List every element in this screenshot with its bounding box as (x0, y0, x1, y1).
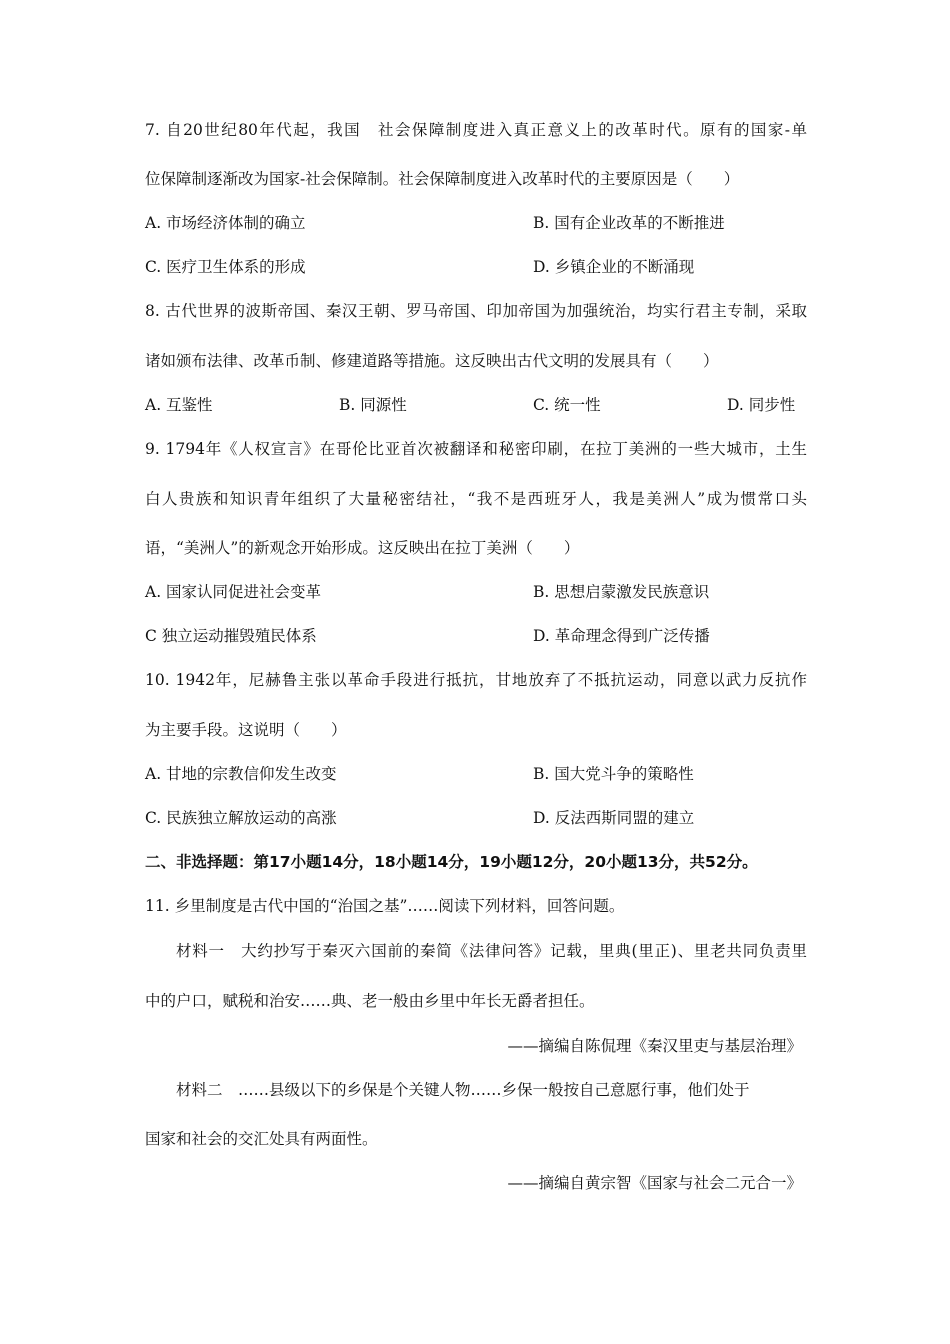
q10-option-a: A. 甘地的宗教信仰发生改变 (145, 765, 337, 783)
q8-option-d: D. 同步性 (727, 396, 796, 414)
q8-option-b: B. 同源性 (339, 396, 407, 414)
section-2-heading: 二、非选择题：第17小题14分，18小题14分，19小题12分，20小题13分，共52分。 (145, 853, 758, 871)
q8-stem-line-1: 8. 古代世界的波斯帝国、秦汉王朝、罗马帝国、印加帝国为加强统治，均实行君主专制，采取 (145, 302, 807, 320)
q10-option-b: B. 国大党斗争的策略性 (533, 765, 694, 783)
q10-option-c: C. 民族独立解放运动的高涨 (145, 809, 337, 827)
q7-option-d: D. 乡镇企业的不断涌现 (533, 258, 695, 276)
q11-material-2-line-2: 国家和社会的交汇处具有两面性。 (145, 1130, 378, 1148)
q11-material-1-source: ——摘编自陈侃理《秦汉里吏与基层治理》 (507, 1037, 802, 1055)
q11-material-1-line-2: 中的户口，赋税和治安……典、老一般由乡里中年长无爵者担任。 (145, 992, 595, 1010)
q8-option-c: C. 统一性 (533, 396, 601, 414)
q7-option-a: A. 市场经济体制的确立 (145, 214, 306, 232)
q9-option-d: D. 革命理念得到广泛传播 (533, 627, 710, 645)
q11-material-2-source: ——摘编自黄宗智《国家与社会二元合一》 (507, 1174, 802, 1192)
q9-stem-line-3: 语，“美洲人”的新观念开始形成。这反映出在拉丁美洲（ ） (145, 539, 580, 557)
q9-option-c: C 独立运动摧毁殖民体系 (145, 627, 317, 645)
q11-material-1-line-1: 材料一 大约抄写于秦灭六国前的秦简《法律问答》记载，里典(里正)、里老共同负责里 (176, 942, 807, 960)
q8-stem-line-2: 诸如颁布法律、改革币制、修建道路等措施。这反映出古代文明的发展具有（ ） (145, 352, 719, 370)
q9-stem-line-1: 9. 1794年《人权宣言》在哥伦比亚首次被翻译和秘密印刷，在拉丁美洲的一些大城市，土生 (145, 440, 807, 458)
q10-stem-line-1: 10. 1942年，尼赫鲁主张以革命手段进行抵抗，甘地放弃了不抵抗运动，同意以武力反抗作 (145, 671, 807, 689)
q7-option-c: C. 医疗卫生体系的形成 (145, 258, 306, 276)
q11-material-2-line-1: 材料二 ……县级以下的乡保是个关键人物……乡保一般按自己意愿行事，他们处于 (176, 1081, 750, 1099)
q7-option-b: B. 国有企业改革的不断推进 (533, 214, 725, 232)
q7-stem-line-1: 7. 自20世纪80年代起，我国 社会保障制度进入真正意义上的改革时代。原有的国家-单 (145, 121, 807, 139)
q10-option-d: D. 反法西斯同盟的建立 (533, 809, 695, 827)
q9-option-b: B. 思想启蒙激发民族意识 (533, 583, 710, 601)
q8-option-a: A. 互鉴性 (145, 396, 213, 414)
q9-option-a: A. 国家认同促进社会变革 (145, 583, 322, 601)
q7-stem-line-2: 位保障制逐渐改为国家-社会保障制。社会保障制度进入改革时代的主要原因是（ ） (145, 170, 740, 188)
q11-intro: 11. 乡里制度是古代中国的“治国之基”……阅读下列材料，回答问题。 (145, 897, 625, 915)
q10-stem-line-2: 为主要手段。这说明（ ） (145, 721, 347, 739)
q9-stem-line-2: 白人贵族和知识青年组织了大量秘密结社，“我不是西班牙人，我是美洲人”成为惯常口头 (145, 490, 807, 508)
